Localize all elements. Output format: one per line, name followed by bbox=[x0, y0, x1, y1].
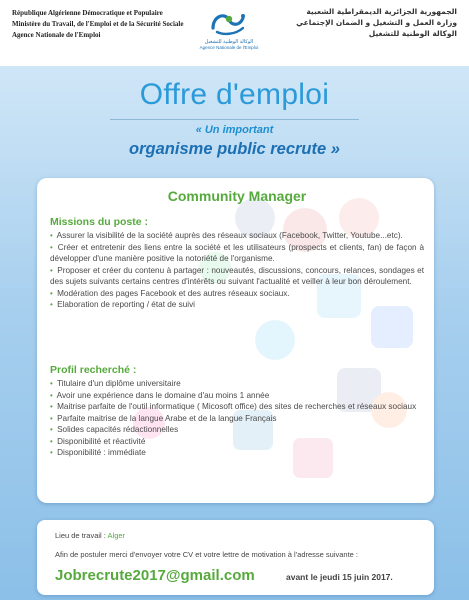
location-value: Alger bbox=[107, 531, 126, 540]
offer-body bbox=[0, 66, 469, 600]
arabic-header-line: الوكالة الوطنية للتشغيل bbox=[368, 29, 457, 38]
arabic-header-line: وزارة العمل و التشغيل و الضمان الإجتماعي bbox=[296, 18, 457, 27]
work-location bbox=[55, 531, 125, 540]
french-header-line: Agence Nationale de l'Emploi bbox=[12, 31, 101, 39]
list-item: • Assurer la visibilité de la société auprès des réseaux sociaux (Facebook, Twitter, Youtube...etc). bbox=[50, 231, 403, 240]
job-description-card bbox=[37, 178, 434, 503]
french-header-line: Ministère du Travail, de l'Emploi et de la Sécurité Sociale bbox=[12, 20, 184, 28]
list-item: • Disponibilité : immédiate bbox=[50, 448, 146, 457]
document-header bbox=[0, 0, 469, 66]
list-item: • Disponibilité et réactivité bbox=[50, 436, 146, 446]
profile-heading: Profil recherché : bbox=[50, 364, 137, 376]
arabic-header bbox=[267, 6, 457, 39]
list-item: • Créer et entretenir des liens entre la société et les utilisateurs (prospects et clients, fan) de façon à développer d'une manière positive la notoriété de l'organisme. bbox=[50, 242, 424, 263]
application-footer bbox=[37, 520, 434, 595]
list-item: • Elaboration de reporting / état de suivi bbox=[50, 300, 196, 309]
application-deadline: avant le jeudi 15 juin 2017. bbox=[286, 572, 393, 582]
missions-list bbox=[50, 230, 424, 311]
page-title: Offre d'emploi bbox=[139, 78, 330, 111]
subtitle-line-1: « Un important bbox=[195, 124, 274, 136]
list-item: • Solides capacités rédactionnelles bbox=[50, 425, 179, 434]
list-item: • Avoir une expérience dans le domaine d'au moins 1 année bbox=[50, 390, 270, 400]
french-header bbox=[12, 8, 212, 41]
application-instructions: Afin de postuler merci d'envoyer votre CV et votre lettre de motivation à l'adresse suivante : bbox=[55, 550, 359, 559]
location-label: Lieu de travail : bbox=[55, 531, 106, 540]
list-item: • Proposer et créer du contenu à partager : nouveautés, discussions, concours, relances, sondages et des sujets suivants certains centres d'intérêts ou suivant l'actualité et veiller à leur bon déroulement. bbox=[50, 265, 424, 286]
list-item: • Titulaire d'un diplôme universitaire bbox=[50, 379, 181, 388]
contact-email[interactable]: Jobrecrute2017@gmail.com bbox=[55, 567, 255, 584]
logo-arabic-text: الوكالة الوطنية للتشغيل bbox=[204, 39, 254, 45]
anem-logo bbox=[199, 8, 259, 60]
list-item: • Modération des pages Facebook et des autres réseaux sociaux. bbox=[50, 288, 290, 298]
title-divider bbox=[110, 119, 359, 120]
arabic-header-line: الجمهورية الجزائرية الديمقراطية الشعبية bbox=[306, 7, 457, 16]
logo-french-text: Agence Nationale de l'Emploi bbox=[199, 45, 259, 50]
anem-logo-icon bbox=[207, 8, 251, 38]
list-item: • Parfaite maitrise de la langue Arabe et de la langue Français bbox=[50, 413, 277, 423]
french-header-line: République Algérienne Démocratique et Populaire bbox=[12, 9, 163, 17]
subtitle-line-2: organisme public recrute » bbox=[129, 140, 340, 158]
job-title: Community Manager bbox=[167, 188, 307, 204]
list-item: • Maitrise parfaite de l'outil informatique ( Micosoft office) des sites de recherches et réseaux sociaux bbox=[50, 402, 417, 411]
missions-heading: Missions du poste : bbox=[50, 216, 149, 228]
profile-list bbox=[50, 378, 424, 459]
